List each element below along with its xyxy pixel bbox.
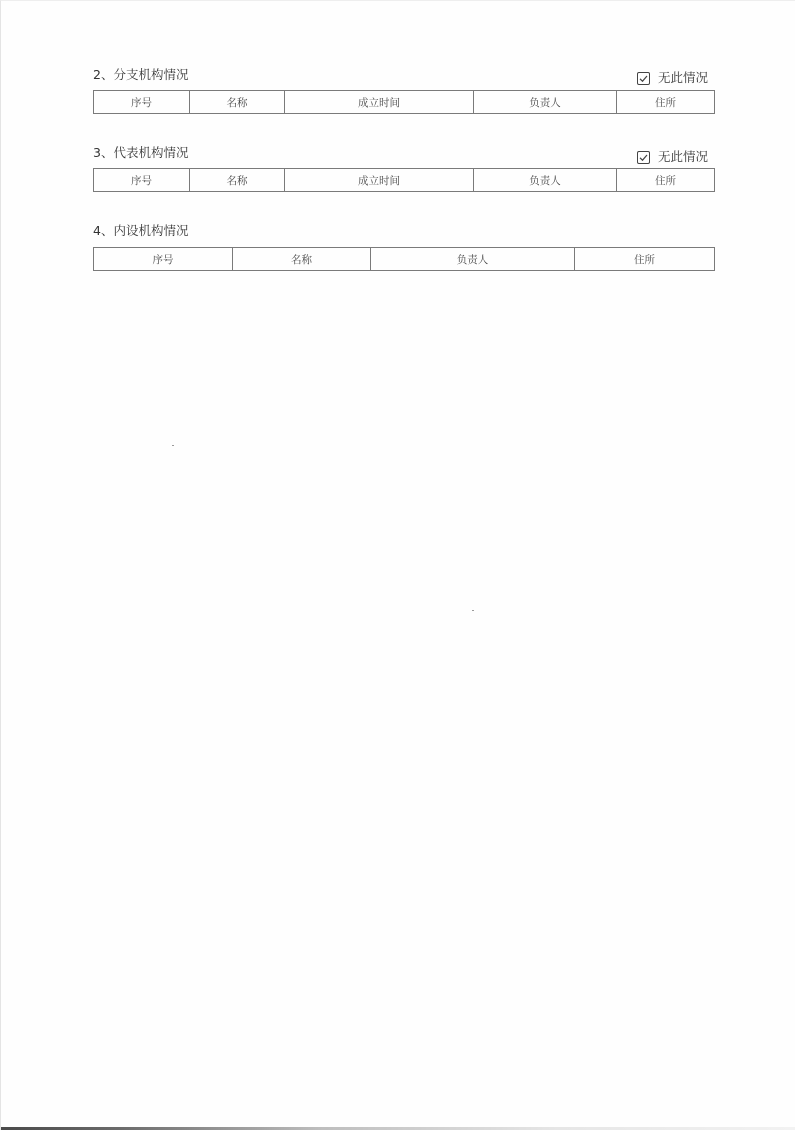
- column-header-name: 名称: [190, 169, 285, 192]
- column-header-founded: 成立时间: [285, 91, 474, 114]
- column-header-manager: 负责人: [474, 169, 617, 192]
- column-header-manager: 负责人: [371, 248, 575, 271]
- column-header-manager: 负责人: [474, 91, 617, 114]
- column-header-address: 住所: [617, 91, 715, 114]
- column-header-address: 住所: [575, 248, 715, 271]
- column-header-name: 名称: [233, 248, 371, 271]
- no-case-label: 无此情况: [657, 70, 708, 85]
- section-title: 3、代表机构情况: [93, 145, 189, 160]
- internal-table: [93, 247, 715, 271]
- section-title: 2、分支机构情况: [93, 67, 189, 82]
- column-header-seq: 序号: [94, 169, 190, 192]
- branch-table: [93, 90, 715, 114]
- checkbox-checked-icon[interactable]: [637, 151, 650, 164]
- no-case-option[interactable]: [637, 149, 708, 165]
- column-header-name: 名称: [190, 91, 285, 114]
- no-case-label: 无此情况: [657, 149, 708, 164]
- checkbox-checked-icon[interactable]: [637, 72, 650, 85]
- column-header-founded: 成立时间: [285, 169, 474, 192]
- table-header-row: [94, 169, 715, 192]
- section-title: 4、内设机构情况: [93, 223, 189, 238]
- column-header-seq: 序号: [94, 248, 233, 271]
- table-header-row: [94, 91, 715, 114]
- column-header-address: 住所: [617, 169, 715, 192]
- column-header-seq: 序号: [94, 91, 190, 114]
- scan-speck: [472, 610, 474, 611]
- scan-speck: [172, 445, 174, 446]
- no-case-option[interactable]: [637, 70, 708, 86]
- representative-table: [93, 168, 715, 192]
- table-header-row: [94, 248, 715, 271]
